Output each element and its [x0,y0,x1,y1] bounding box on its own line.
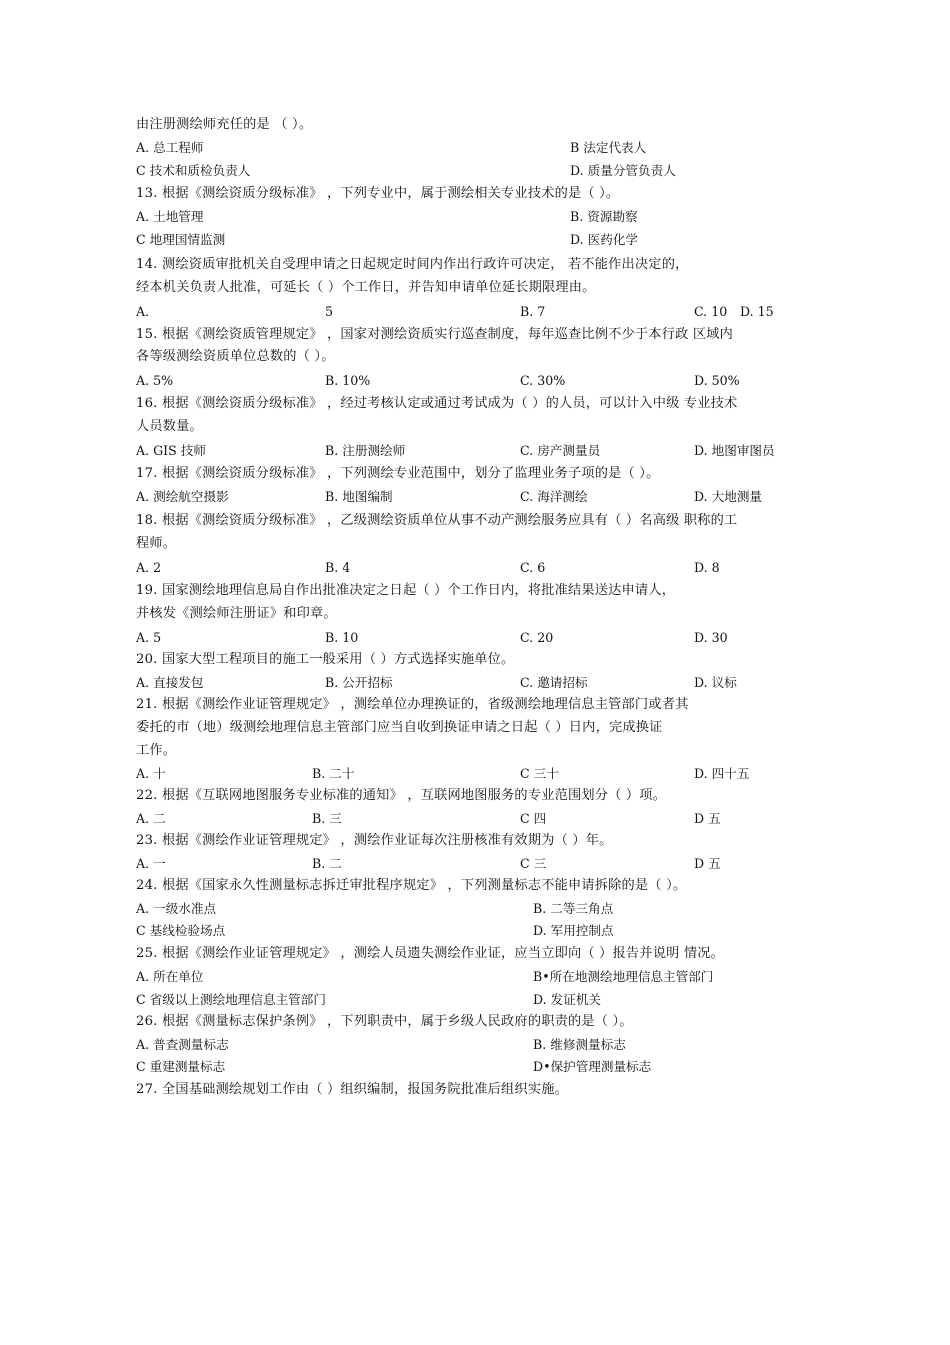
option-b: B. 注册测绘师 [325,443,406,458]
option-c: C. 房产测量员 [520,443,601,458]
option-d: D. 议标 [694,675,737,690]
option-b: B. 二等三角点 [533,901,614,916]
option-a: A. 二 [136,811,166,826]
question-21-options [136,765,826,783]
option-c: C. 邀请招标 [520,675,588,690]
option-b: B. 资源勘察 [570,209,638,224]
option-a: A. 土地管理 [136,209,204,224]
option-d: D. 30 [694,630,728,645]
question-26-stem: 26. 根据《测量标志保护条例》 ，下列职责中，属于乡级人民政府的职责的是（ ）。 [136,1014,633,1029]
option-d: D 五 [694,856,721,871]
option-c: C. 30% [520,373,566,388]
option-a: A. 5 [136,630,162,645]
question-21-stem-line-2: 委托的市（地）级测绘地理信息主管部门应当自收到换证申请之日起（ ）日内，完成换证 [136,720,663,735]
option-c: C 四 [520,811,547,826]
option-d: D. 大地测量 [694,489,763,504]
question-23-options [136,855,826,873]
option-d: D. 军用控制点 [533,923,614,938]
option-a-value: 5 [325,304,334,319]
question-16-options [136,442,826,460]
question-21-stem-line-1: 21. 根据《测绘作业证管理规定》 ，测绘单位办理换证的，省级测绘地理信息主管部门或者其 [136,697,689,712]
question-14-stem-line-1: 14. 测绘资质审批机关自受理申请之日起规定时间内作出行政许可决定， 若不能作出决定的， [136,257,689,272]
question-12-options-row-2 [136,162,826,180]
option-a: A. GIS 技师 [136,443,206,458]
question-22-options [136,810,826,828]
question-24-options-row-2 [136,922,826,940]
question-13-options-row-2 [136,231,826,249]
question-16-stem-line-2: 人员数量。 [136,419,203,434]
question-18-stem-line-1: 18. 根据《测绘资质分级标准》 ，乙级测绘资质单位从事不动产测绘服务应具有（ ）名高级 职称的工 [136,513,738,528]
question-25-stem: 25. 根据《测绘作业证管理规定》 ，测绘人员遗失测绘作业证，应当立即向（ ）报告并说明 情况。 [136,946,725,961]
question-18-stem-line-2: 程师。 [136,536,177,551]
question-22-stem: 22. 根据《互联网地图服务专业标准的通知》 ，互联网地图服务的专业范围划分（ ）项。 [136,788,667,803]
question-24-stem: 24. 根据《国家永久性测量标志拆迁审批程序规定》 ，下列测量标志不能申请拆除的是（ ）。 [136,878,687,893]
option-c: C 省级以上测绘地理信息主管部门 [136,992,326,1007]
question-27-stem: 27. 全国基础测绘规划工作由（ ）组织编制，报国务院批准后组织实施。 [136,1082,568,1097]
option-a: A. 测绘航空摄影 [136,489,229,504]
question-16-stem-line-1: 16. 根据《测绘资质分级标准》 ，经过考核认定或通过考试成为（ ）的人员，可以计入中级 专业技术 [136,396,738,411]
option-c: C. 海洋测绘 [520,489,588,504]
option-c: C 三十 [520,766,559,781]
question-21-stem-line-3: 工作。 [136,743,177,758]
option-b: B. 4 [325,560,351,575]
question-14-options [136,303,826,321]
question-14-stem-line-2: 经本机关负责人批准，可延长（ ）个工作日，并告知申请单位延长期限理由。 [136,280,596,295]
question-25-options-row-2 [136,991,826,1009]
question-13-options-row-1 [136,208,826,226]
question-24-options-row-1 [136,900,826,918]
option-a: A. 2 [136,560,162,575]
option-c: C 重建测量标志 [136,1059,226,1074]
option-d: D. 四十五 [694,766,750,781]
option-d: D 五 [694,811,721,826]
option-b: B. 10 [325,630,359,645]
question-18-options [136,559,826,577]
question-19-stem-line-2: 并核发《测绘师注册证》和印章。 [136,606,337,621]
question-15-stem-line-2: 各等级测绘资质单位总数的（ ）。 [136,349,335,364]
option-d: D. 地图审图员 [694,443,775,458]
question-26-options-row-2 [136,1058,826,1076]
question-17-options [136,488,826,506]
question-25-options-row-1 [136,968,826,986]
option-b: B. 7 [520,304,546,319]
option-c: C. 10 [694,304,728,319]
option-b: B•所在地测绘地理信息主管部门 [533,969,714,984]
option-a: A. 总工程师 [136,140,204,155]
question-12-stem-tail: 由注册测绘师充任的是 （ ）。 [136,117,313,132]
question-20-stem: 20. 国家大型工程项目的施工一般采用（ ）方式选择实施单位。 [136,652,515,667]
option-d: D. 质量分管负责人 [570,163,676,178]
option-d: D. 医药化学 [570,232,639,247]
option-b: B. 10% [325,373,371,388]
option-c: C. 6 [520,560,546,575]
question-12-options-row-1 [136,139,826,157]
question-19-stem-line-1: 19. 国家测绘地理信息局自作出批准决定之日起（ ）个工作日内，将批准结果送达申请人， [136,583,676,598]
option-c: C. 20 [520,630,554,645]
option-a: A. 5% [136,373,174,388]
question-15-options [136,372,826,390]
option-a: A. 一级水准点 [136,901,217,916]
option-a: A. 普查测量标志 [136,1037,229,1052]
option-a: A. [136,304,150,319]
option-c: C 地理国情监测 [136,232,226,247]
option-a: A. 所在单位 [136,969,204,984]
question-26-options-row-1 [136,1036,826,1054]
option-a: A. 直接发包 [136,675,204,690]
option-d: D. 50% [694,373,740,388]
option-b: B. 三 [312,811,342,826]
option-c: C 三 [520,856,547,871]
option-a: A. 十 [136,766,166,781]
option-b: B. 维修测量标志 [533,1037,626,1052]
question-19-options [136,629,826,647]
option-b: B. 二十 [312,766,355,781]
option-b: B. 二 [312,856,342,871]
option-a: A. 一 [136,856,166,871]
question-15-stem-line-1: 15. 根据《测绘资质管理规定》 ，国家对测绘资质实行巡查制度，每年巡查比例不少于本行政 区域内 [136,327,734,342]
option-d: D. 15 [740,304,774,319]
option-b: B. 公开招标 [325,675,393,690]
option-d: D. 发证机关 [533,992,602,1007]
question-20-options [136,674,826,692]
option-c: C 基线检验场点 [136,923,226,938]
option-d: D•保护管理测量标志 [533,1059,652,1074]
option-b: B 法定代表人 [570,140,647,155]
option-b: B. 地图编制 [325,489,393,504]
question-13-stem: 13. 根据《测绘资质分级标准》 ，下列专业中，属于测绘相关专业技术的是（ ）。 [136,186,620,201]
option-d: D. 8 [694,560,720,575]
option-c: C 技术和质检负责人 [136,163,251,178]
question-17-stem: 17. 根据《测绘资质分级标准》 ，下列测绘专业范围中，划分了监理业务子项的是（ ）。 [136,466,660,481]
question-23-stem: 23. 根据《测绘作业证管理规定》 ，测绘作业证每次注册核准有效期为（ ）年。 [136,833,613,848]
